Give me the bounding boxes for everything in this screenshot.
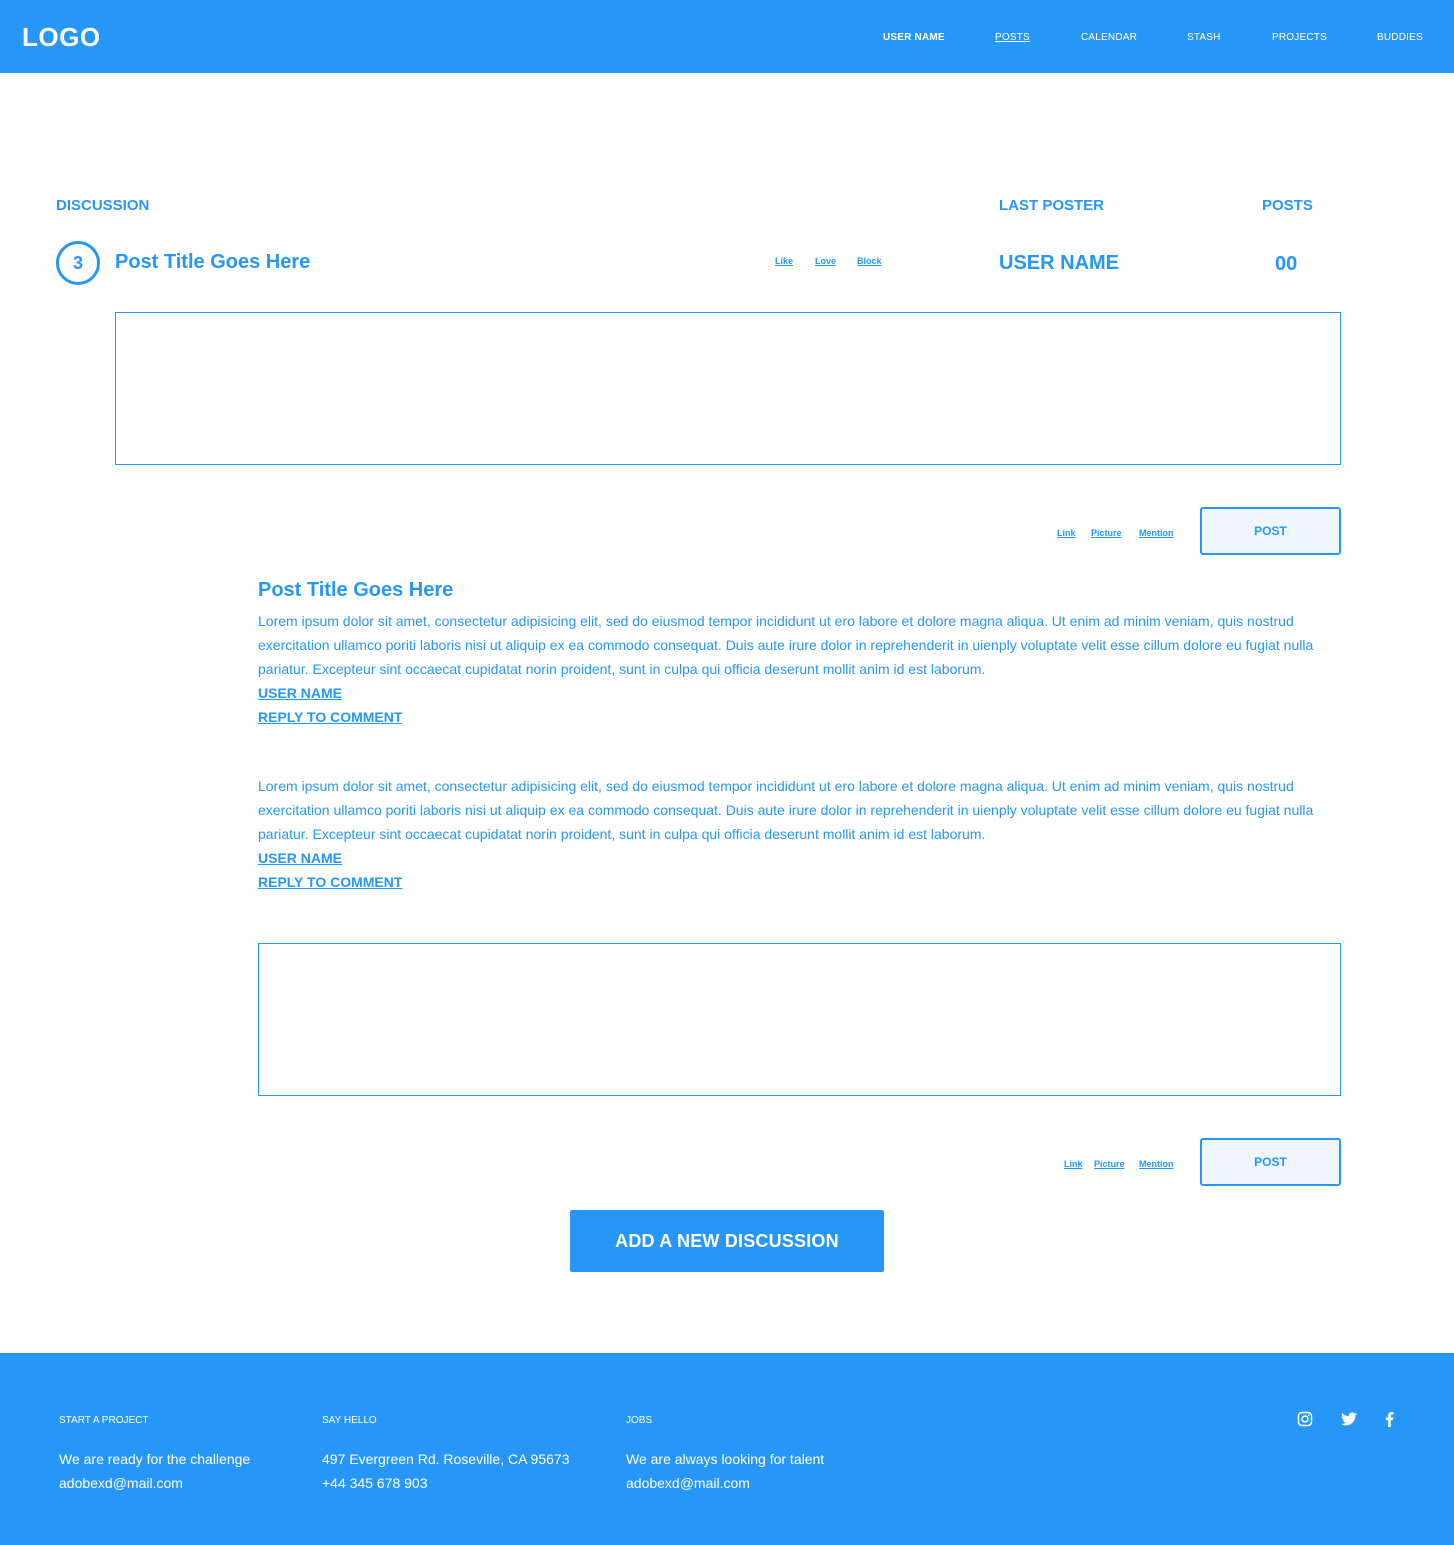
- logo[interactable]: LOGO: [22, 22, 101, 52]
- nav-stash[interactable]: STASH: [1187, 32, 1221, 43]
- post-button-top[interactable]: POST: [1200, 507, 1341, 555]
- insert-picture-link[interactable]: Picture: [1094, 1159, 1125, 1169]
- nav-projects[interactable]: PROJECTS: [1272, 32, 1327, 43]
- nav-calendar[interactable]: CALENDAR: [1081, 32, 1138, 43]
- insert-link-link[interactable]: Link: [1057, 528, 1076, 538]
- mention-link[interactable]: Mention: [1139, 528, 1174, 538]
- nav-user-name[interactable]: USER NAME: [883, 32, 945, 43]
- jobs-email[interactable]: adobexd@mail.com: [626, 1475, 750, 1491]
- twitter-icon[interactable]: [1340, 1410, 1358, 1428]
- comment-body: Lorem ipsum dolor sit amet, consectetur adipisicing elit, sed do eiusmod tempor incididunt ut ero labore et dolore magna aliqua. Ut enim ad minim veniam, quis nostrud exercitation ullamco poriti laboris nisi ut aliquip ex ea commodo consequat. Duis aute irure dolor in reprehenderit in uienply voluptate velit esse cillum dolore eu fugiat nulla pariatur. Excepteur sint occaecat cupidatat norin proident, sunt in culpa qui officia deserunt mollit anim id est laborum.: [258, 778, 1314, 842]
- post-button-bottom[interactable]: POST: [1200, 1138, 1341, 1186]
- jobs-text: We are always looking for talent: [626, 1451, 825, 1467]
- start-project-heading: START A PROJECT: [59, 1415, 149, 1426]
- nav-buddies[interactable]: BUDDIES: [1377, 32, 1423, 43]
- instagram-icon[interactable]: [1296, 1410, 1314, 1428]
- top-nav-bar: [0, 0, 1454, 73]
- start-project-text: We are ready for the challenge: [59, 1451, 251, 1467]
- add-new-discussion-button[interactable]: ADD A NEW DISCUSSION: [570, 1210, 884, 1272]
- post-count: 00: [1275, 253, 1298, 275]
- insert-picture-link[interactable]: Picture: [1091, 528, 1122, 538]
- say-hello-heading: SAY HELLO: [322, 1415, 377, 1426]
- block-link[interactable]: Block: [857, 256, 882, 266]
- reply-count-badge: 3: [56, 241, 100, 285]
- address-text: 497 Evergreen Rd. Roseville, CA 95673: [322, 1451, 570, 1467]
- reply-textarea-top[interactable]: [115, 312, 1341, 465]
- last-poster-name[interactable]: USER NAME: [999, 252, 1120, 274]
- comment-body: Lorem ipsum dolor sit amet, consectetur adipisicing elit, sed do eiusmod tempor incididunt ut ero labore et dolore magna aliqua. Ut enim ad minim veniam, quis nostrud exercitation ullamco poriti laboris nisi ut aliquip ex ea commodo consequat. Duis aute irure dolor in reprehenderit in uienply voluptate velit esse cillum dolore eu fugiat nulla pariatur. Excepteur sint occaecat cupidatat norin proident, sunt in culpa qui officia deserunt mollit anim id est laborum.: [258, 613, 1314, 677]
- last-poster-column-header: LAST POSTER: [999, 197, 1105, 214]
- posts-column-header: POSTS: [1262, 197, 1313, 214]
- comment-title: Post Title Goes Here: [258, 579, 454, 601]
- reply-to-comment-link[interactable]: REPLY TO COMMENT: [258, 709, 403, 725]
- footer: [0, 1353, 1454, 1545]
- reply-textarea-bottom[interactable]: [258, 943, 1341, 1096]
- facebook-icon[interactable]: [1380, 1410, 1398, 1428]
- start-project-email[interactable]: adobexd@mail.com: [59, 1475, 183, 1491]
- reply-to-comment-link[interactable]: REPLY TO COMMENT: [258, 874, 403, 890]
- comment-user-link[interactable]: USER NAME: [258, 850, 343, 866]
- love-link[interactable]: Love: [815, 256, 837, 266]
- discussion-column-header: DISCUSSION: [56, 197, 150, 214]
- like-link[interactable]: Like: [775, 256, 794, 266]
- mention-link[interactable]: Mention: [1139, 1159, 1174, 1169]
- jobs-heading: JOBS: [626, 1415, 653, 1426]
- nav-posts[interactable]: POSTS: [995, 32, 1030, 43]
- discussion-title[interactable]: Post Title Goes Here: [115, 251, 311, 273]
- insert-link-link[interactable]: Link: [1064, 1159, 1083, 1169]
- phone-text[interactable]: +44 345 678 903: [322, 1475, 428, 1491]
- comment-user-link[interactable]: USER NAME: [258, 685, 343, 701]
